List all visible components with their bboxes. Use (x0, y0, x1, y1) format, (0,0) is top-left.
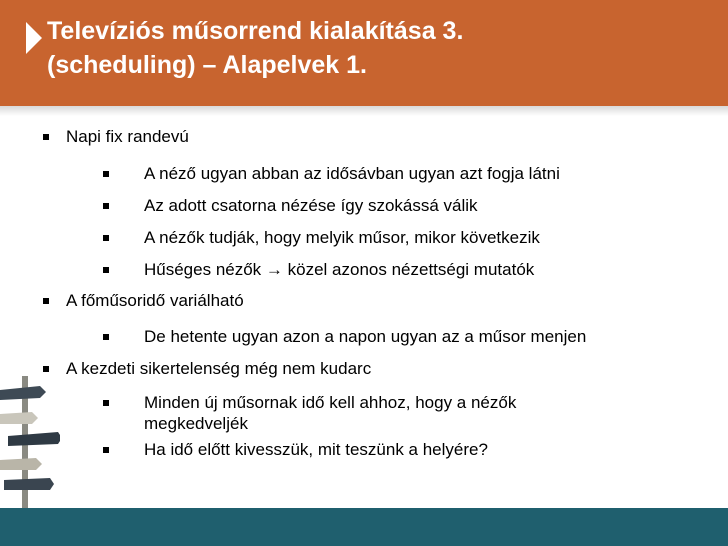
title-shadow (0, 106, 728, 116)
bullet-marker (103, 235, 109, 241)
bullet-marker (103, 203, 109, 209)
bullet-level2: De hetente ugyan azon a napon ugyan az a műsor menjen (144, 327, 587, 346)
bullet-level2: A néző ugyan abban az idősávban ugyan azt fogja látni (144, 164, 560, 183)
bullet-marker (103, 400, 109, 406)
bullet-level1: Napi fix randevú (66, 127, 189, 146)
slide-title (47, 14, 707, 82)
title-line-1: Televíziós műsorrend kialakítása 3. (47, 17, 464, 45)
signpost-image (0, 376, 60, 508)
bullet-marker (103, 334, 109, 340)
bullet-marker (43, 366, 49, 372)
bullet-marker (43, 134, 49, 140)
bullet-level2: Az adott csatorna nézése így szokássá válik (144, 196, 478, 215)
bullet-level2: Ha idő előtt kivesszük, mit teszünk a helyére? (144, 440, 488, 459)
bullet-level2-line2: megkedveljék (144, 414, 248, 433)
bullet-level2-line1: Minden új műsornak idő kell ahhoz, hogy a nézők (144, 393, 517, 412)
bullet-level1: A kezdeti sikertelenség még nem kudarc (66, 359, 372, 378)
bullet-level2: A nézők tudják, hogy melyik műsor, mikor következik (144, 228, 540, 247)
title-bar (0, 0, 728, 106)
bullet-level1: A főműsoridő variálható (66, 291, 244, 310)
bullet-marker (103, 267, 109, 273)
bullet-marker (103, 447, 109, 453)
footer-bar (0, 508, 728, 546)
bullet-level2: Hűséges nézők → közel azonos nézettségi mutatók (144, 260, 535, 279)
title-marker-icon (26, 22, 42, 54)
bullet-marker (103, 171, 109, 177)
bullet-marker (43, 298, 49, 304)
title-line-2: (scheduling) – Alapelvek 1. (47, 51, 368, 79)
